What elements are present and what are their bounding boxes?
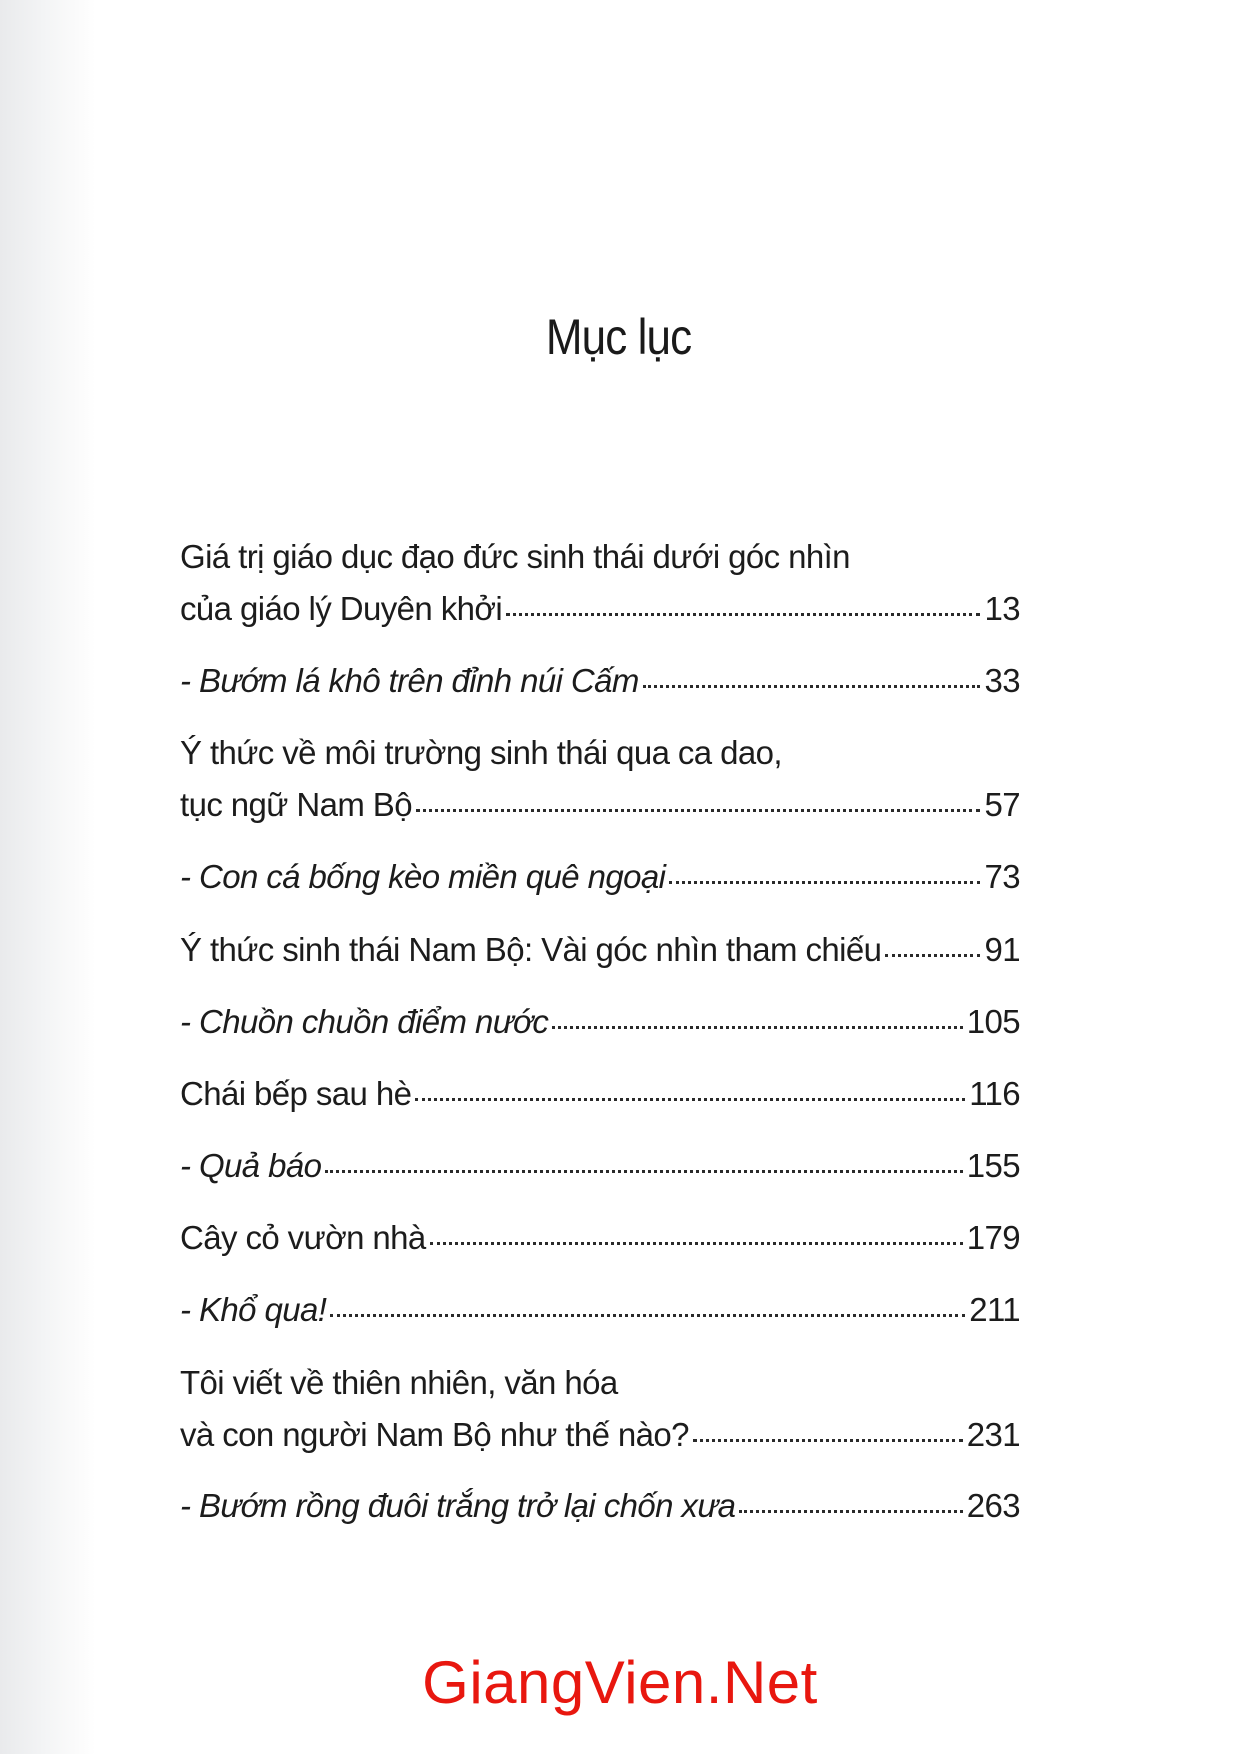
toc-page-number: 116 (969, 1075, 1020, 1112)
dot-leader (885, 954, 980, 957)
toc-page-number: 13 (984, 590, 1020, 627)
toc-entry (180, 1413, 1020, 1457)
toc-page-number: 91 (984, 931, 1020, 968)
watermark: GiangVien.Net (422, 1649, 818, 1716)
dot-leader (552, 1026, 962, 1029)
toc-entry (180, 783, 1020, 827)
page-edge-shadow (0, 0, 96, 1754)
toc-page-number: 179 (966, 1219, 1020, 1256)
dot-leader (415, 1098, 965, 1101)
toc-entry-title: Ý thức sinh thái Nam Bộ: Vài góc nhìn tham chiếu (180, 931, 882, 968)
toc-entry-title: - Quả báo (180, 1147, 322, 1184)
toc-page-number: 33 (984, 662, 1020, 699)
toc-entry-title: của giáo lý Duyên khởi (180, 590, 503, 627)
toc-entry (180, 1144, 1020, 1188)
toc-entry-title: - Bướm rồng đuôi trắng trở lại chốn xưa (180, 1487, 736, 1524)
toc-entry-title: Ý thức về môi trường sinh thái qua ca dao, (180, 734, 782, 771)
toc-entry-title: - Bướm lá khô trên đỉnh núi Cấm (180, 662, 639, 699)
toc-entry-title: Cây cỏ vườn nhà (180, 1219, 426, 1256)
dot-leader (330, 1314, 965, 1317)
toc-entry (180, 928, 1020, 972)
toc-entry (180, 1216, 1020, 1260)
toc-page-number: 73 (984, 858, 1020, 895)
dot-leader (739, 1510, 962, 1513)
toc-page-number: 57 (984, 786, 1020, 823)
toc-entry (180, 535, 1020, 579)
toc-page-number: 105 (966, 1003, 1020, 1040)
toc-entry-title: tục ngữ Nam Bộ (180, 786, 412, 823)
dot-leader (506, 613, 980, 616)
toc-entry (180, 1484, 1020, 1528)
toc-entry (180, 587, 1020, 631)
toc-entry (180, 1072, 1020, 1116)
toc-entry-title: - Con cá bống kèo miền quê ngoại (180, 858, 666, 895)
toc-entry-title: - Khổ qua! (180, 1291, 327, 1328)
toc-entry-title: Tôi viết về thiên nhiên, văn hóa (180, 1364, 618, 1401)
dot-leader (325, 1170, 962, 1173)
dot-leader (430, 1242, 963, 1245)
dot-leader (416, 809, 981, 812)
page-title: Mục lục (545, 309, 692, 365)
toc-page-number: 231 (966, 1416, 1020, 1453)
toc-entry (180, 731, 1020, 775)
toc-entry (180, 1000, 1020, 1044)
toc-page-number: 155 (966, 1147, 1020, 1184)
toc-entry (180, 1361, 1020, 1405)
toc-entry (180, 855, 1020, 899)
toc-entry-title: Chái bếp sau hè (180, 1075, 412, 1112)
toc-entry-title: và con người Nam Bộ như thế nào? (180, 1416, 689, 1453)
toc-entry-title: - Chuồn chuồn điểm nước (180, 1003, 549, 1040)
toc-entry (180, 1288, 1020, 1332)
dot-leader (693, 1439, 963, 1442)
toc-page-number: 211 (969, 1291, 1020, 1328)
dot-leader (669, 881, 980, 884)
toc-page-number: 263 (966, 1487, 1020, 1524)
dot-leader (643, 685, 981, 688)
toc-entry-title: Giá trị giáo dục đạo đức sinh thái dưới góc nhìn (180, 538, 850, 575)
toc-entry (180, 659, 1020, 703)
